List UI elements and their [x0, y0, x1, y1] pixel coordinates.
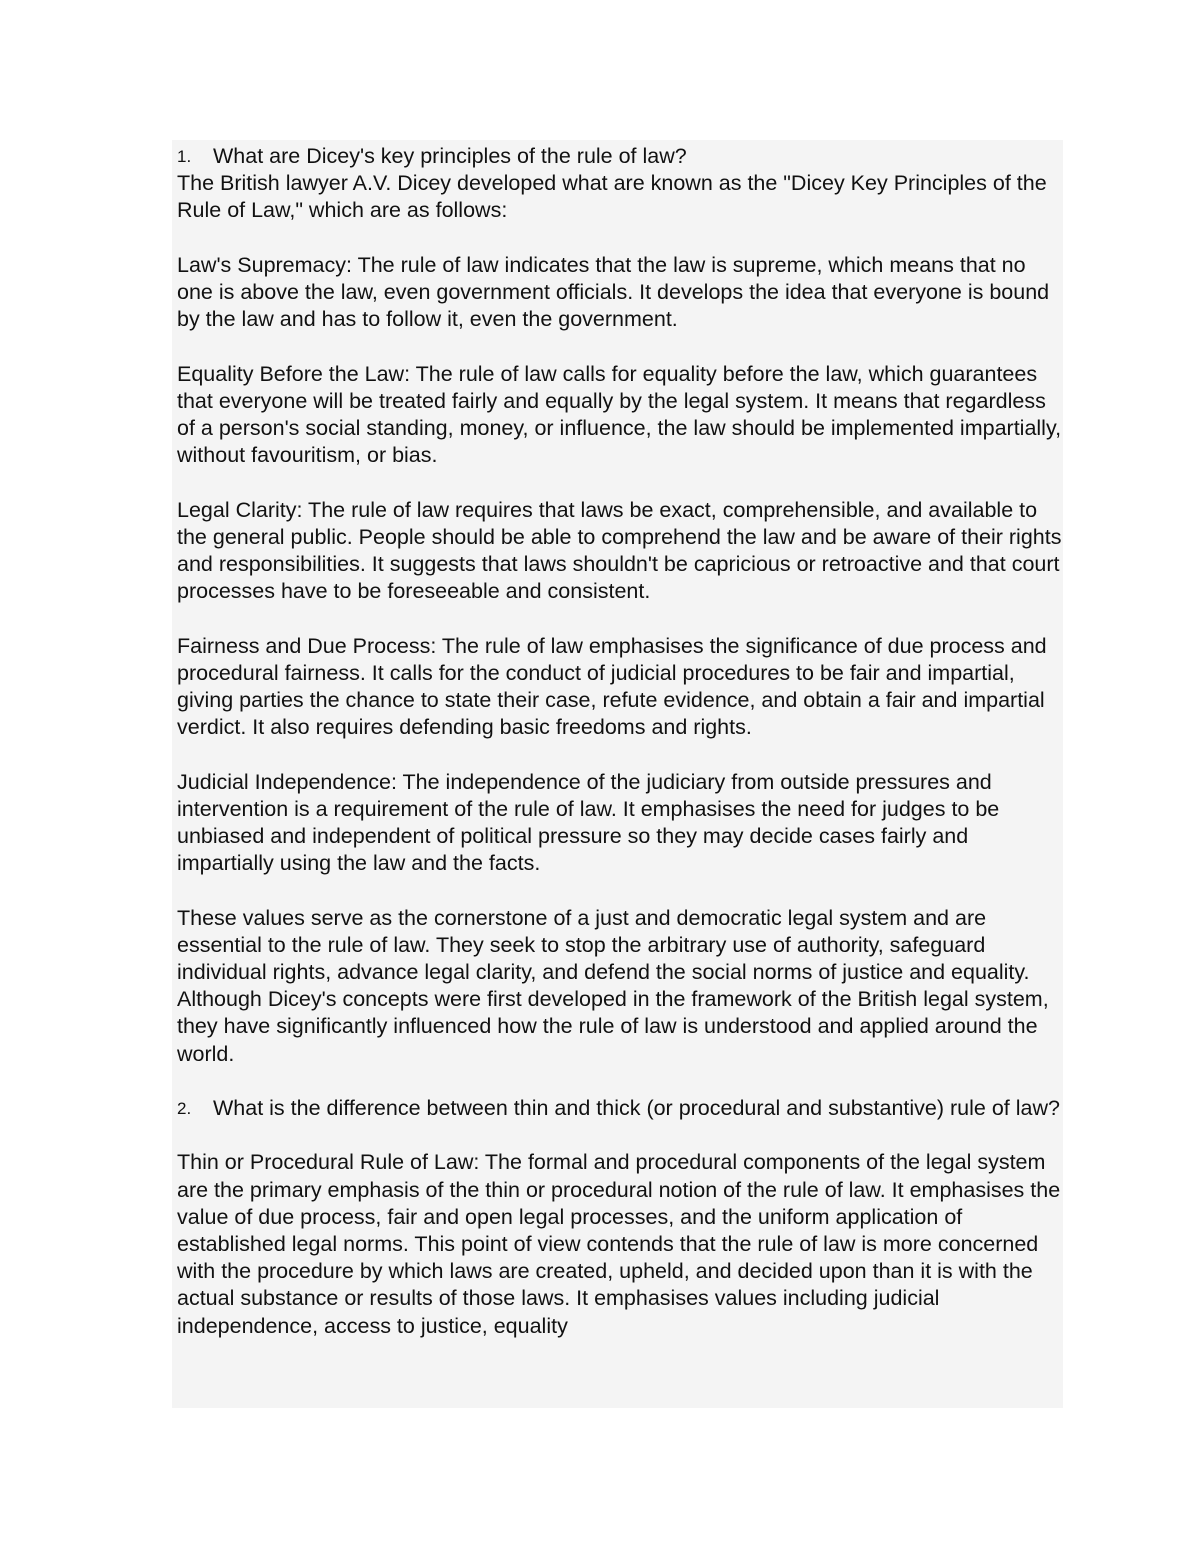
paragraph-equality-before-law: Equality Before the Law: The rule of law calls for equality before the law, which guarantees that everyone will be treated fairly and equally by the legal system. It means that regardless of a person's social standing, money, or influence, the law should be implemented impartially, without favouritism, or bias. — [177, 361, 1062, 468]
paragraph-judicial-independence: Judicial Independence: The independence of the judiciary from outside pressures and intervention is a requirement of the rule of law. It emphasises the need for judges to be unbiased and independent of political pressure so they may decide cases fairly and impartially using the law and the facts. — [177, 769, 1000, 876]
paragraph-thin-rule-of-law: Thin or Procedural Rule of Law: The formal and procedural components of the legal system are the primary emphasis of the thin or procedural notion of the rule of law. It emphasises the value of due process, fair and open legal processes, and the uniform application of established legal norms. This point of view contends that the rule of law is more concerned with the procedure by which laws are created, upheld, and decided upon than it is with the actual substance or results of those laws. It emphasises values including judicial independence, access to justice, equality — [177, 1150, 1061, 1338]
question-2-text: What is the difference between thin and thick (or procedural and substantive) rule of law? — [213, 1096, 1060, 1120]
question-2-number: 2. — [177, 1099, 192, 1118]
paragraph-laws-supremacy: Law's Supremacy: The rule of law indicates that the law is supreme, which means that no one is above the law, even government officials. It develops the idea that everyone is bound by the law and has to follow it, even the government. — [177, 252, 1050, 332]
question-2 — [177, 1095, 1063, 1122]
paragraph-conclusion: These values serve as the cornerstone of a just and democratic legal system and are essential to the rule of law. They seek to stop the arbitrary use of authority, safeguard individual rights, advance legal clarity, and defend the social norms of justice and equality. Although Dicey's concepts were first developed in the framework of the British legal system, they have significantly influenced how the rule of law is understood and applied around the world. — [177, 905, 1049, 1066]
question-1-number: 1. — [177, 147, 192, 166]
text-block — [172, 140, 1063, 1408]
paragraph-fairness-due-process: Fairness and Due Process: The rule of law emphasises the significance of due process and procedural fairness. It calls for the conduct of judicial procedures to be fair and impartial, giving parties the chance to state their case, refute evidence, and obtain a fair and impartial verdict. It also requires defending basic freedoms and rights. — [177, 633, 1047, 740]
paragraph-legal-clarity: Legal Clarity: The rule of law requires that laws be exact, comprehensible, and available to the general public. People should be able to comprehend the law and be aware of their rights and responsibilities. It suggests that laws shouldn't be capricious or retroactive and that court processes have to be foreseeable and consistent. — [177, 497, 1062, 604]
question-1-text: What are Dicey's key principles of the rule of law? — [213, 144, 687, 168]
intro-paragraph: The British lawyer A.V. Dicey developed what are known as the "Dicey Key Principles of the Rule of Law," which are as follows: — [177, 171, 1047, 223]
question-1 — [177, 143, 1063, 170]
